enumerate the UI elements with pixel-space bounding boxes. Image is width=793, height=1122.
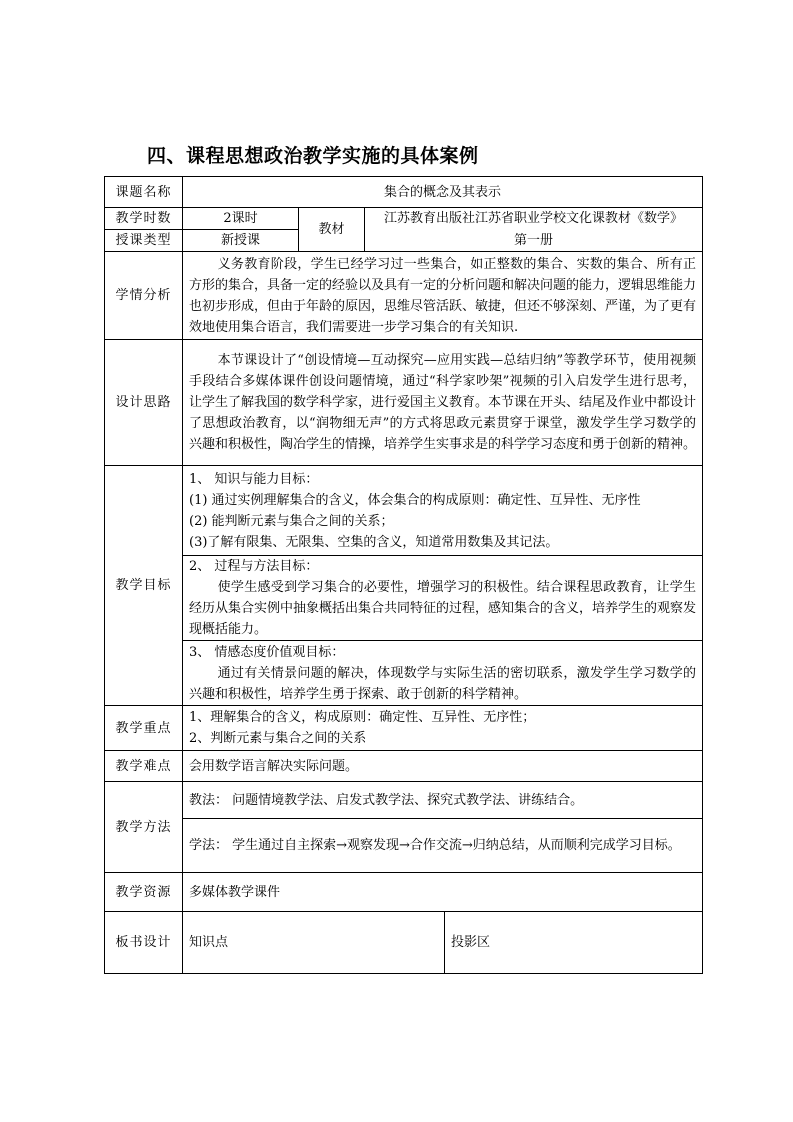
- material-value-line1: 江苏教育出版社江苏省职业学校文化课教材《数学》: [365, 208, 703, 230]
- design-text: 本节课设计了“创设情境—互动探究—应用实践—总结归纳”等教学环节，使用视频手段结合多媒体课件创设问题情境，通过“科学家吵架”视频的引入启发学生进行思考，让学生了解我国的数学科学家，进行爱国主义教育。本节课在开头、结尾及作业中都设计了思想政治教育，以“润物细无声”的方式将思政元素贯穿于课堂，激发学生学习数学的兴趣和积极性，陶冶学生的情操，培养学生实事求是的科学学习态度和勇于创新的精神。: [189, 353, 697, 452]
- row-lesson-type: [105, 230, 703, 252]
- row-board: [105, 912, 703, 974]
- learner-analysis-label: 学情分析: [105, 252, 183, 340]
- material-value-line2: 第一册: [365, 230, 703, 252]
- row-goals-3: [105, 641, 703, 706]
- row-methods-teach: [105, 782, 703, 819]
- goal-1-item: (3)了解有限集、无限集、空集的含义，知道常用数集及其记法。: [189, 534, 559, 550]
- row-goals-2: [105, 556, 703, 641]
- lesson-plan-table: [104, 176, 703, 974]
- row-difficulty: [105, 751, 703, 782]
- difficulty-label: 教学难点: [105, 751, 183, 782]
- row-key-points: [105, 706, 703, 751]
- row-hours: [105, 208, 703, 230]
- row-course-name: [105, 177, 703, 208]
- row-learner-analysis: [105, 252, 703, 340]
- material-label: 教材: [299, 208, 365, 252]
- key-points-label: 教学重点: [105, 706, 183, 751]
- hours-label: 教学时数: [105, 208, 183, 230]
- methods-teach-text: 教法： 问题情境教学法、启发式教学法、探究式教学法、讲练结合。: [183, 782, 703, 819]
- goals-label: 教学目标: [105, 466, 183, 706]
- board-left-text: 知识点: [183, 912, 445, 974]
- board-right-text: 投影区: [445, 912, 703, 974]
- goal-3-title: 3、 情感态度价值观目标：: [189, 644, 345, 660]
- goal-2-title: 2、 过程与方法目标：: [189, 559, 319, 574]
- methods-label: 教学方法: [105, 782, 183, 873]
- goal-3-text: 通过有关情景问题的解决，体现数学与实际生活的密切联系，激发学生学习数学的兴趣和积极性，培养学生勇于探索、敢于创新的科学精神。: [189, 665, 697, 702]
- key-point-1: 1、理解集合的含义，构成原则：确定性、互异性、无序性；: [189, 710, 536, 725]
- design-label: 设计思路: [105, 340, 183, 466]
- course-name-label: 课题名称: [105, 177, 183, 208]
- goal-1-item: (1) 通过实例理解集合的含义，体会集合的构成原则：确定性、互异性、无序性: [189, 492, 641, 508]
- hours-value: 2课时: [183, 208, 299, 230]
- goal-2-text: 使学生感受到学习集合的必要性，增强学习的积极性。结合课程思政教育，让学生经历从集合实例中抽象概括出集合共同特征的过程，感知集合的含义，培养学生的观察发现概括能力。: [189, 580, 697, 637]
- row-resources: [105, 873, 703, 912]
- resources-text: 多媒体教学课件: [183, 873, 703, 912]
- row-goals-1: [105, 466, 703, 556]
- lesson-type-label: 授课类型: [105, 230, 183, 252]
- page-title: 四、课程思想政治教学实施的具体案例: [147, 145, 479, 167]
- resources-label: 教学资源: [105, 873, 183, 912]
- board-label: 板书设计: [105, 912, 183, 974]
- course-name-value: 集合的概念及其表示: [183, 177, 703, 208]
- row-design: [105, 340, 703, 466]
- methods-learn-text: 学法： 学生通过自主探索→观察发现→合作交流→归纳总结，从而顺利完成学习目标。: [189, 838, 681, 853]
- goal-1-item: (2) 能判断元素与集合之间的关系；: [189, 513, 394, 529]
- row-methods-learn: [105, 819, 703, 873]
- key-point-2: 2、判断元素与集合之间的关系: [189, 731, 367, 746]
- difficulty-text: 会用数学语言解决实际问题。: [183, 751, 703, 782]
- learner-analysis-text: 义务教育阶段，学生已经学习过一些集合，如正整数的集合、实数的集合、所有正方形的集合，具备一定的经验以及具有一定的分析问题和解决问题的能力，逻辑思维能力也初步形成，但由于年龄的原因，思维尽管活跃、敏捷，但还不够深刻、严谨，为了更有效地使用集合语言，我们需要进一步学习集合的有关知识.: [189, 256, 697, 335]
- lesson-type-value: 新授课: [183, 230, 299, 252]
- goal-1-title: 1、 知识与能力目标：: [189, 471, 319, 487]
